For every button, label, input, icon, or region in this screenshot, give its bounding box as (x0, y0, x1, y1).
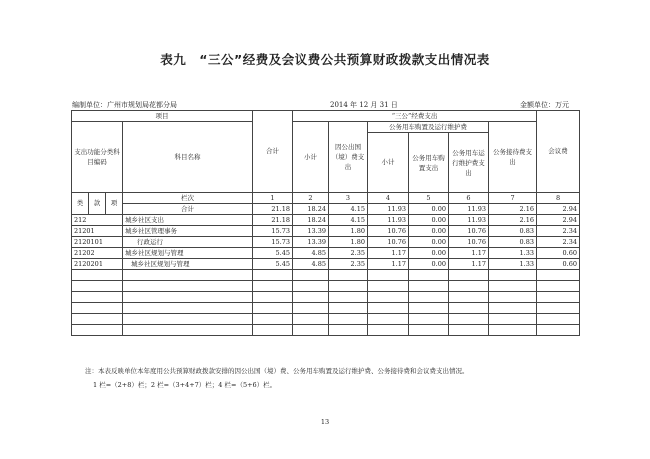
header-vehicle-subtotal: 小计 (368, 133, 409, 193)
row-value: 1.17 (449, 248, 489, 259)
row-value: 13.39 (293, 226, 329, 237)
header-sangong: “三公”经费支出 (293, 111, 537, 122)
row-value: 15.73 (253, 226, 293, 237)
column-number: 7 (489, 193, 537, 204)
header-xiang: 项 (106, 193, 123, 215)
row-value: 13.39 (293, 237, 329, 248)
budget-table (71, 110, 580, 336)
header-code: 支出功能分类科目编码 (72, 122, 123, 193)
row-value: 4.15 (329, 215, 368, 226)
row-code: 21201 (72, 226, 123, 237)
total-cell: 11.93 (368, 204, 409, 215)
row-value: 0.00 (409, 259, 449, 270)
row-value: 4.85 (293, 248, 329, 259)
header-vehicle-group: 公务用车购置及运行维护费 (368, 122, 489, 133)
note-line-1: 注：本表反映单位本年度用公共预算财政拨款安排的因公出国（境）费、公务用车购置及运行维护费、公务接待费和会议费支出情况。 (85, 367, 469, 375)
column-number: 2 (293, 193, 329, 204)
row-value: 0.00 (409, 215, 449, 226)
header-lei: 类 (72, 193, 89, 215)
row-value: 11.93 (449, 215, 489, 226)
row-name: 城乡社区支出 (123, 215, 253, 226)
row-value: 21.18 (253, 215, 293, 226)
total-cell: 21.18 (253, 204, 293, 215)
header-item: 项目 (72, 111, 253, 122)
header-subtotal: 小计 (293, 122, 329, 193)
table-row (72, 237, 580, 248)
table-title: 表九 “三公”经费及会议费公共预算财政拨款支出情况表 (160, 52, 490, 67)
total-cell: 2.16 (489, 204, 537, 215)
column-number: 5 (409, 193, 449, 204)
page-number: 13 (320, 418, 330, 426)
row-value: 2.35 (329, 248, 368, 259)
empty-row (72, 281, 580, 292)
row-value: 10.76 (368, 237, 409, 248)
header-name: 科目名称 (123, 122, 253, 193)
row-code: 2120201 (72, 259, 123, 270)
total-cell: 0.00 (409, 204, 449, 215)
row-value: 0.00 (409, 248, 449, 259)
empty-row (72, 303, 580, 314)
table-row (72, 226, 580, 237)
table-row (72, 215, 580, 226)
row-value: 11.93 (368, 215, 409, 226)
row-value: 10.76 (368, 226, 409, 237)
total-cell: 4.15 (329, 204, 368, 215)
header-reception: 公务接待费支出 (489, 122, 537, 193)
column-number: 6 (449, 193, 489, 204)
empty-row (72, 270, 580, 281)
header-overseas: 因公出国（境）费支出 (329, 122, 368, 193)
row-value: 5.45 (253, 248, 293, 259)
column-number: 8 (537, 193, 580, 204)
row-value: 2.16 (489, 215, 537, 226)
row-value: 1.17 (449, 259, 489, 270)
table-row (72, 259, 580, 270)
row-value: 2.34 (537, 226, 580, 237)
row-value: 0.83 (489, 237, 537, 248)
row-value: 2.35 (329, 259, 368, 270)
compiling-unit: 编制单位：广州市规划局花都分局 (72, 101, 177, 109)
row-value: 10.76 (449, 226, 489, 237)
row-name: 城乡社区规划与管理 (123, 259, 253, 270)
note-line-2: 1 栏=（2+8）栏；2 栏=（3+4+7）栏；4 栏=（5+6）栏。 (93, 381, 277, 389)
total-cell: 18.24 (293, 204, 329, 215)
row-value: 18.24 (293, 215, 329, 226)
header-vehicle-purchase: 公务用车购置支出 (409, 133, 449, 193)
row-value: 2.94 (537, 215, 580, 226)
row-code: 21202 (72, 248, 123, 259)
row-value: 1.17 (368, 248, 409, 259)
row-code: 212 (72, 215, 123, 226)
row-code: 2120101 (72, 237, 123, 248)
column-number: 1 (253, 193, 293, 204)
row-value: 10.76 (449, 237, 489, 248)
row-name: 城乡社区管理事务 (123, 226, 253, 237)
column-number: 3 (329, 193, 368, 204)
column-row-label: 栏次 (123, 193, 253, 204)
row-value: 0.00 (409, 237, 449, 248)
empty-row (72, 314, 580, 325)
empty-row (72, 292, 580, 303)
row-value: 0.60 (537, 248, 580, 259)
row-value: 0.83 (489, 226, 537, 237)
row-value: 1.80 (329, 226, 368, 237)
header-meeting: 会议费 (537, 111, 580, 193)
header-total: 合计 (253, 111, 293, 193)
row-name: 城乡社区规划与管理 (123, 248, 253, 259)
amount-unit: 金额单位：万元 (520, 101, 569, 109)
row-value: 1.17 (368, 259, 409, 270)
total-cell: 11.93 (449, 204, 489, 215)
row-value: 1.33 (489, 248, 537, 259)
row-value: 5.45 (253, 259, 293, 270)
row-value: 15.73 (253, 237, 293, 248)
total-cell: 2.94 (537, 204, 580, 215)
total-row-label: 合计 (123, 204, 253, 215)
report-date: 2014 年 12 月 31 日 (330, 101, 398, 109)
header-vehicle-maintain: 公务用车运行维护费支出 (449, 133, 489, 193)
column-number: 4 (368, 193, 409, 204)
row-value: 0.60 (537, 259, 580, 270)
row-value: 1.33 (489, 259, 537, 270)
table-row (72, 248, 580, 259)
row-name: 行政运行 (123, 237, 253, 248)
empty-row (72, 325, 580, 336)
row-value: 2.34 (537, 237, 580, 248)
row-value: 0.00 (409, 226, 449, 237)
row-value: 4.85 (293, 259, 329, 270)
header-kuan: 款 (89, 193, 106, 215)
row-value: 1.80 (329, 237, 368, 248)
